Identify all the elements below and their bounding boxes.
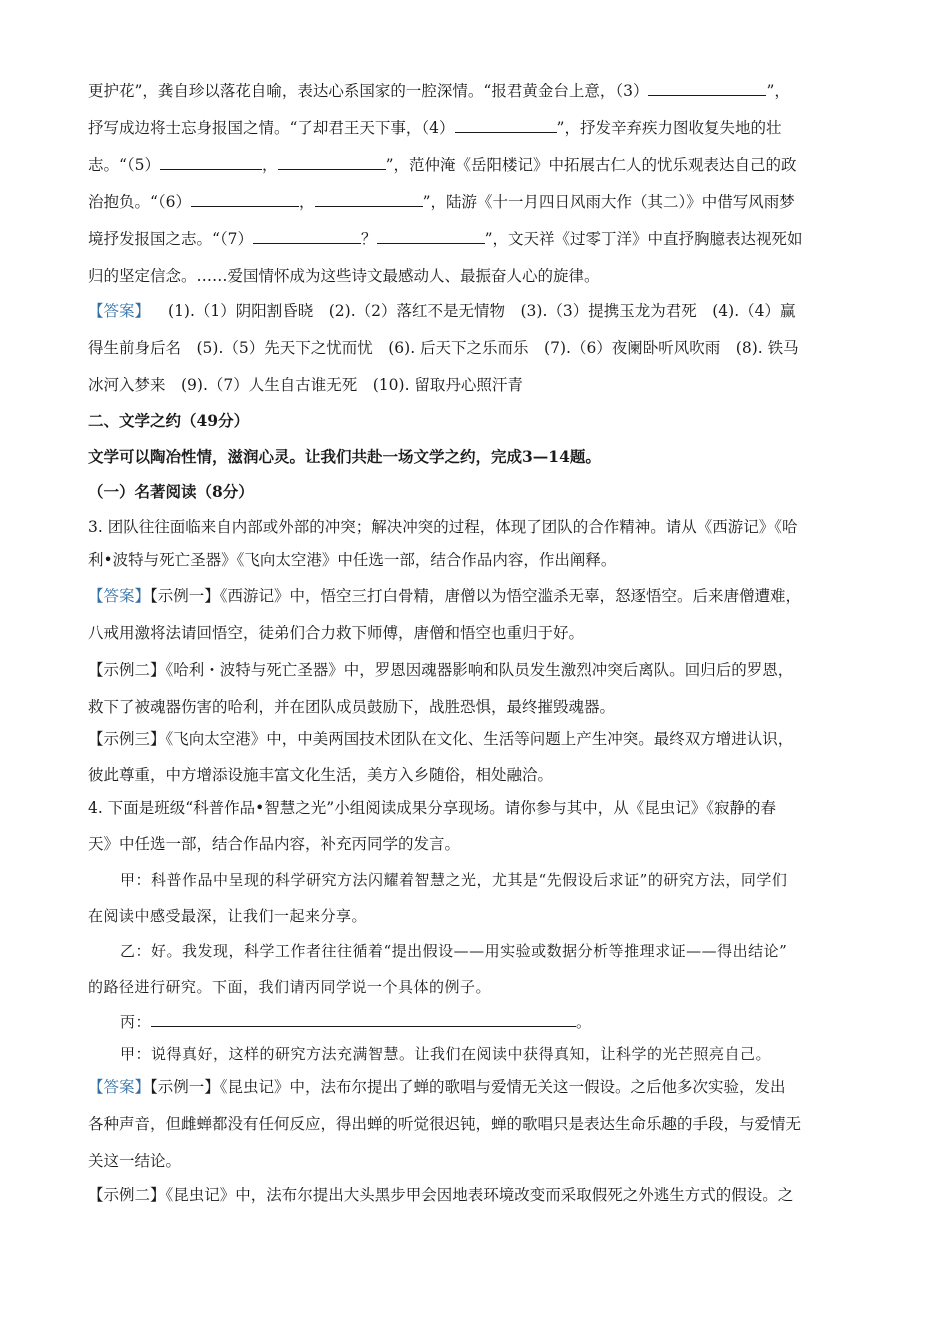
q3-answer-line-2: 八戒用激将法请回悟空，徒弟们合力救下师傅，唐僧和悟空也重归于好。 — [88, 624, 585, 642]
answer1-line-2: 得生前身后名 (5).（5）先天下之忧而忧 (6). 后天下之乐而乐 (7).（6）夜阑卧听风吹雨 (8). 铁马 — [88, 339, 799, 357]
intro-line-3: 志。“（5） ， ”，范仲淹《岳阳楼记》中拓展古仁人的忧乐观表达自己的政 — [88, 156, 797, 174]
answer1-line-3: 冰河入梦来 (9).（7）人生自古谁无死 (10). 留取丹心照汗青 — [88, 376, 523, 394]
dialogue-jia-2: 甲：说得真好，这样的研究方法充满智慧。让我们在阅读中获得真知，让科学的光芒照亮自己。 — [120, 1045, 772, 1063]
bing-blank — [151, 1012, 576, 1027]
intro-line-4: 治抱负。“（6） ， ”，陆游《十一月四日风雨大作（其二）》中借写风雨梦 — [88, 193, 795, 211]
intro-line-5: 境抒发报国之志。“（7） ？ ”，文天祥《过零丁洋》中直抒胸臆表达视死如 — [88, 230, 803, 248]
q3-answer-line-3: 【示例二】《哈利・波特与死亡圣器》中，罗恩因魂器影响和队员发生激烈冲突后离队。回归后的罗恩， — [88, 661, 794, 679]
dialogue-bing: 丙： 。 — [120, 1013, 592, 1031]
q4-answer-line-1: 【答案】【示例一】《昆虫记》中，法布尔提出了蝉的歌唱与爱情无关这一假设。之后他多次实验，发出 — [88, 1078, 786, 1096]
subsection-heading: （一）名著阅读（8分） — [88, 482, 254, 501]
intro-line-2: 抒写成边将士忘身报国之情。“了却君王天下事，（4） ”，抒发辛弃疾力图收复失地的壮 — [88, 119, 782, 137]
answer-tag: 【答案】 — [88, 587, 151, 605]
blank-7a — [253, 229, 361, 244]
dialogue-jia-1a: 甲：科普作品中呈现的科学研究方法闪耀着智慧之光，尤其是“先假设后求证”的研究方法，同学们 — [120, 871, 788, 889]
blank-6a — [191, 192, 299, 207]
q3-line-2: 利•波特与死亡圣器》《飞向太空港》中任选一部，结合作品内容，作出阐释。 — [88, 551, 617, 569]
blank-4 — [455, 118, 557, 133]
q3-line-1: 3. 团队往往面临来自内部或外部的冲突；解决冲突的过程，体现了团队的合作精神。请从《西游记》《哈 — [88, 518, 798, 536]
q4-line-1: 4. 下面是班级“科普作品•智慧之光”小组阅读成果分享现场。请你参与其中，从《昆虫记》《寂静的春 — [88, 799, 776, 817]
blank-3 — [648, 81, 766, 96]
intro-line-6: 归的坚定信念。……爱国情怀成为这些诗文最感动人、最振奋人心的旋律。 — [88, 267, 600, 285]
q4-answer-line-3: 关这一结论。 — [88, 1152, 182, 1170]
q3-answer-line-5: 【示例三】《飞向太空港》中，中美两国技术团队在文化、生活等问题上产生冲突。最终双方增进认识， — [88, 730, 794, 748]
q3-answer-line-4: 救下了被魂器伤害的哈利，并在团队成员鼓励下，战胜恐惧，最终摧毁魂器。 — [88, 698, 616, 716]
dialogue-yi-1b: 的路径进行研究。下面，我们请丙同学说一个具体的例子。 — [88, 978, 492, 996]
q3-answer-line-6: 彼此尊重，中方增添设施丰富文化生活，美方入乡随俗，相处融洽。 — [88, 766, 554, 784]
intro-line-1: 更护花”，龚自珍以落花自喻，表达心系国家的一腔深情。“报君黄金台上意，（3） ”， — [88, 82, 790, 100]
blank-7b — [377, 229, 485, 244]
q3-answer-line-1: 【答案】【示例一】《西游记》中，悟空三打白骨精，唐僧以为悟空滥杀无辜，怒逐悟空。后来唐僧遭难， — [88, 587, 802, 605]
section-lead: 文学可以陶冶性情，滋润心灵。让我们共赴一场文学之约，完成3—14题。 — [88, 447, 601, 466]
section-heading: 二、文学之约（49分） — [88, 411, 250, 430]
answer1-line-1: 【答案】 (1).（1）阴阳割昏晓 (2).（2）落红不是无情物 (3).（3）提携玉龙为君死 (4).（4）赢 — [88, 302, 796, 320]
blank-5a — [160, 155, 262, 170]
blank-5b — [278, 155, 386, 170]
answer-tag: 【答案】 — [88, 302, 151, 320]
dialogue-yi-1a: 乙：好。我发现，科学工作者往往循着“提出假设——用实验或数据分析等推理求证——得出结论” — [120, 942, 788, 960]
q4-answer-line-2: 各种声音，但雌蝉都没有任何反应，得出蝉的听觉很迟钝，蝉的歌唱只是表达生命乐趣的手段，与爱情无 — [88, 1115, 802, 1133]
q4-line-2: 天》中任选一部，结合作品内容，补充丙同学的发言。 — [88, 835, 461, 853]
answer-tag: 【答案】 — [88, 1078, 151, 1096]
blank-6b — [315, 192, 423, 207]
dialogue-jia-1b: 在阅读中感受最深，让我们一起来分享。 — [88, 907, 368, 925]
q4-answer-line-4: 【示例二】《昆虫记》中，法布尔提出大头黑步甲会因地表环境改变而采取假死之外逃生方式的假设。之 — [88, 1186, 794, 1204]
